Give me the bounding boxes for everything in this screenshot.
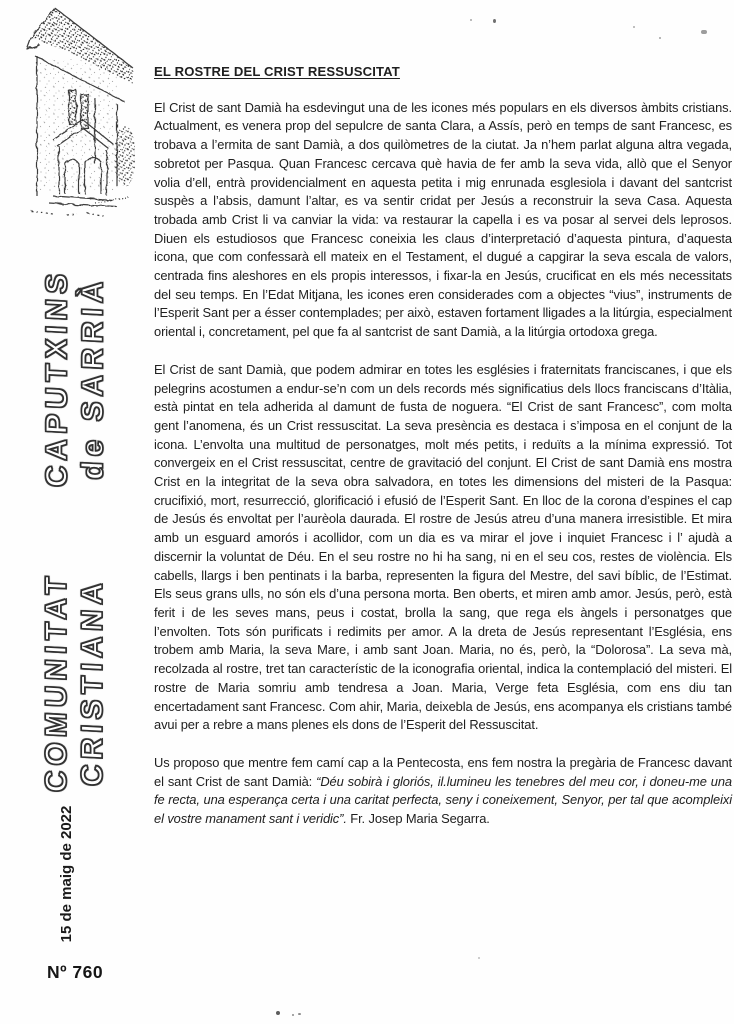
issue-number: Nº 760 <box>47 962 104 982</box>
article-paragraph-1: El Crist de sant Damià ha esdevingut una de les icones més populars en els diversos àmbits cristians. Actualment, es venera prop del sepulcre de santa Clara, a Assís, però en temps de sant Francesc, es trobava a l’ermita de sant Damià, a dos quilòmetres de la ciutat. Ja n’hem parlat alguna altra vegada, sobretot per Pasqua. Quan Francesc cercava què havia de fer amb la seva vida, allò que el Senyor volia d’ell, entrà providencialment en aquesta petita i mig enrunada esglesiola i davant del santcrist suspès a l’absis, damunt l’altar, es va sentir cridat per Jesús a reconstruir la seva Casa. Aquesta trobada amb Crist li va canviar la vida: va restaurar la capella i es va posar al servei dels leprosos. Diuen els estudiosos que Francesc coneixia les claus d’interpretació d’aquesta pintura, d’aquesta icona, que com confessarà ell mateix en el Testament, el dugué a capgirar la seva escala de valors, centrada fins aleshores en els propis interessos, i fixar-la en Jesús, crucificat en els més necessitats del seu temps. En l’Edat Mitjana, les icones eren considerades com a objectes “vius”, instruments de l’Esperit Sant per a ésser contemplades; per això, estaven fortament lligades a la litúrgia, especialment oriental i, concretament, pel que fa al santcrist de sant Damià, a la litúrgia ortodoxa grega. <box>154 99 732 340</box>
logo-comunitat-line1: COMUNITAT <box>40 570 73 794</box>
scan-speck <box>298 1013 301 1015</box>
scan-speck <box>292 1014 294 1016</box>
scan-speck <box>633 26 635 28</box>
church-engraving-image <box>25 4 135 236</box>
logo-caputxins-line1: CAPUTXINS <box>40 267 74 489</box>
article-title: EL ROSTRE DEL CRIST RESSUSCITAT <box>154 64 400 79</box>
author-signature: Fr. Josep Maria Segarra. <box>346 811 490 827</box>
paragraph-3-lead: Us proposo que mentre fem camí cap a la Pentecosta, ens fem nostra la pregària de Francesc davant el sant Crist de sant Damià: <box>154 754 732 789</box>
article-paragraph-2: El Crist de sant Damià, que podem admirar en totes les esglésies i fraternitats franciscanes, i que els pelegrins acostumen a endur-se’n com un dels records més significatius dels llocs franciscans d’Itàlia, està pintat en tela adherida al damunt de fusta de noguera. “El Crist de sant Francesc”, com molta gent l’anomena, és un Crist ressuscitat. La seva presència es destaca i s’imposa en el conjunt de la icona. L’envolta una multitud de personatges, molt més petits, i reduïts a la mínima expressió. Tot convergeix en el Crist ressuscitat, centre de gravitació del conjunt. El Crist de sant Damià ens mostra Crist en la integritat de la seva obra salvadora, en totes les dimensions del misteri de la Pasqua: crucifixió, mort, resurrecció, glorificació i efusió de l’Esperit Sant. En lloc de la corona d’espines el cap de Jesús és envoltat per l’aurèola daurada. El rostre de Jesús atreu d’una manera irresistible. Et mira amb un esguard amorós i acollidor, com un dia es va mirar el jove i inquiet Francesc i l’ ajudà a discernir la voluntat de Déu. En el seu rostre no hi ha sang, ni en el seu cos, restes de violència. Els cabells, llargs i ben pentinats i la barba, representen la figura del Mestre, del savi bíblic, de l’Estimat. Els seus grans ulls, no són els d’una persona morta. Ben oberts, et miren amb amor. Jesús, però, està ferit i de les seves mans, peus i costat, brolla la sang, que rega els àngels i personatges que l’envolten. Tots són purificats i redimits per amor. A la dreta de Jesús representant l’Església, ens trobem amb Maria, la seva Mare, i amb sant Joan. Maria, no és, però, la “Dolorosa”. La seva mà, recolzada al rostre, tret tan característic de la iconografia oriental, indica la contemplació del misteri. El rostre de Maria somriu amb tendresa a Joan. Maria, Verge feta Església, com ens diu tan encertadament sant Francesc. Com ahir, Maria, deixebla de Jesús, ens acompanya els cristians també avui per a rebre a mans plenes els dons de l’Esperit del Ressuscitat. <box>154 361 732 733</box>
scan-speck <box>276 1011 280 1015</box>
scan-speck <box>470 19 472 21</box>
logo-comunitat-line2: CRISTIANA <box>76 576 109 788</box>
article-paragraph-3 <box>154 754 732 829</box>
scan-speck <box>659 37 661 39</box>
scan-speck <box>493 19 496 23</box>
article-body <box>154 63 732 829</box>
logo-caputxins-line2: de SARRIÀ <box>76 275 110 481</box>
issue-date-vertical: 15 de maig de 2022 <box>58 805 75 943</box>
logo-comunitat-cristiana <box>36 561 114 803</box>
logo-caputxins-de-sarria <box>37 266 115 491</box>
scan-speck <box>701 30 707 34</box>
prayer-quote-italic: “Déu sobirà i gloriós, il.lumineu les tenebres del meu cor, i doneu-me una fe recta, una esperança certa i una caritat perfecta, seny i coneixement, Senyor, per tal que acompleixi el vostre manament sant i veridic”. <box>154 773 732 827</box>
scan-speck <box>478 957 480 959</box>
